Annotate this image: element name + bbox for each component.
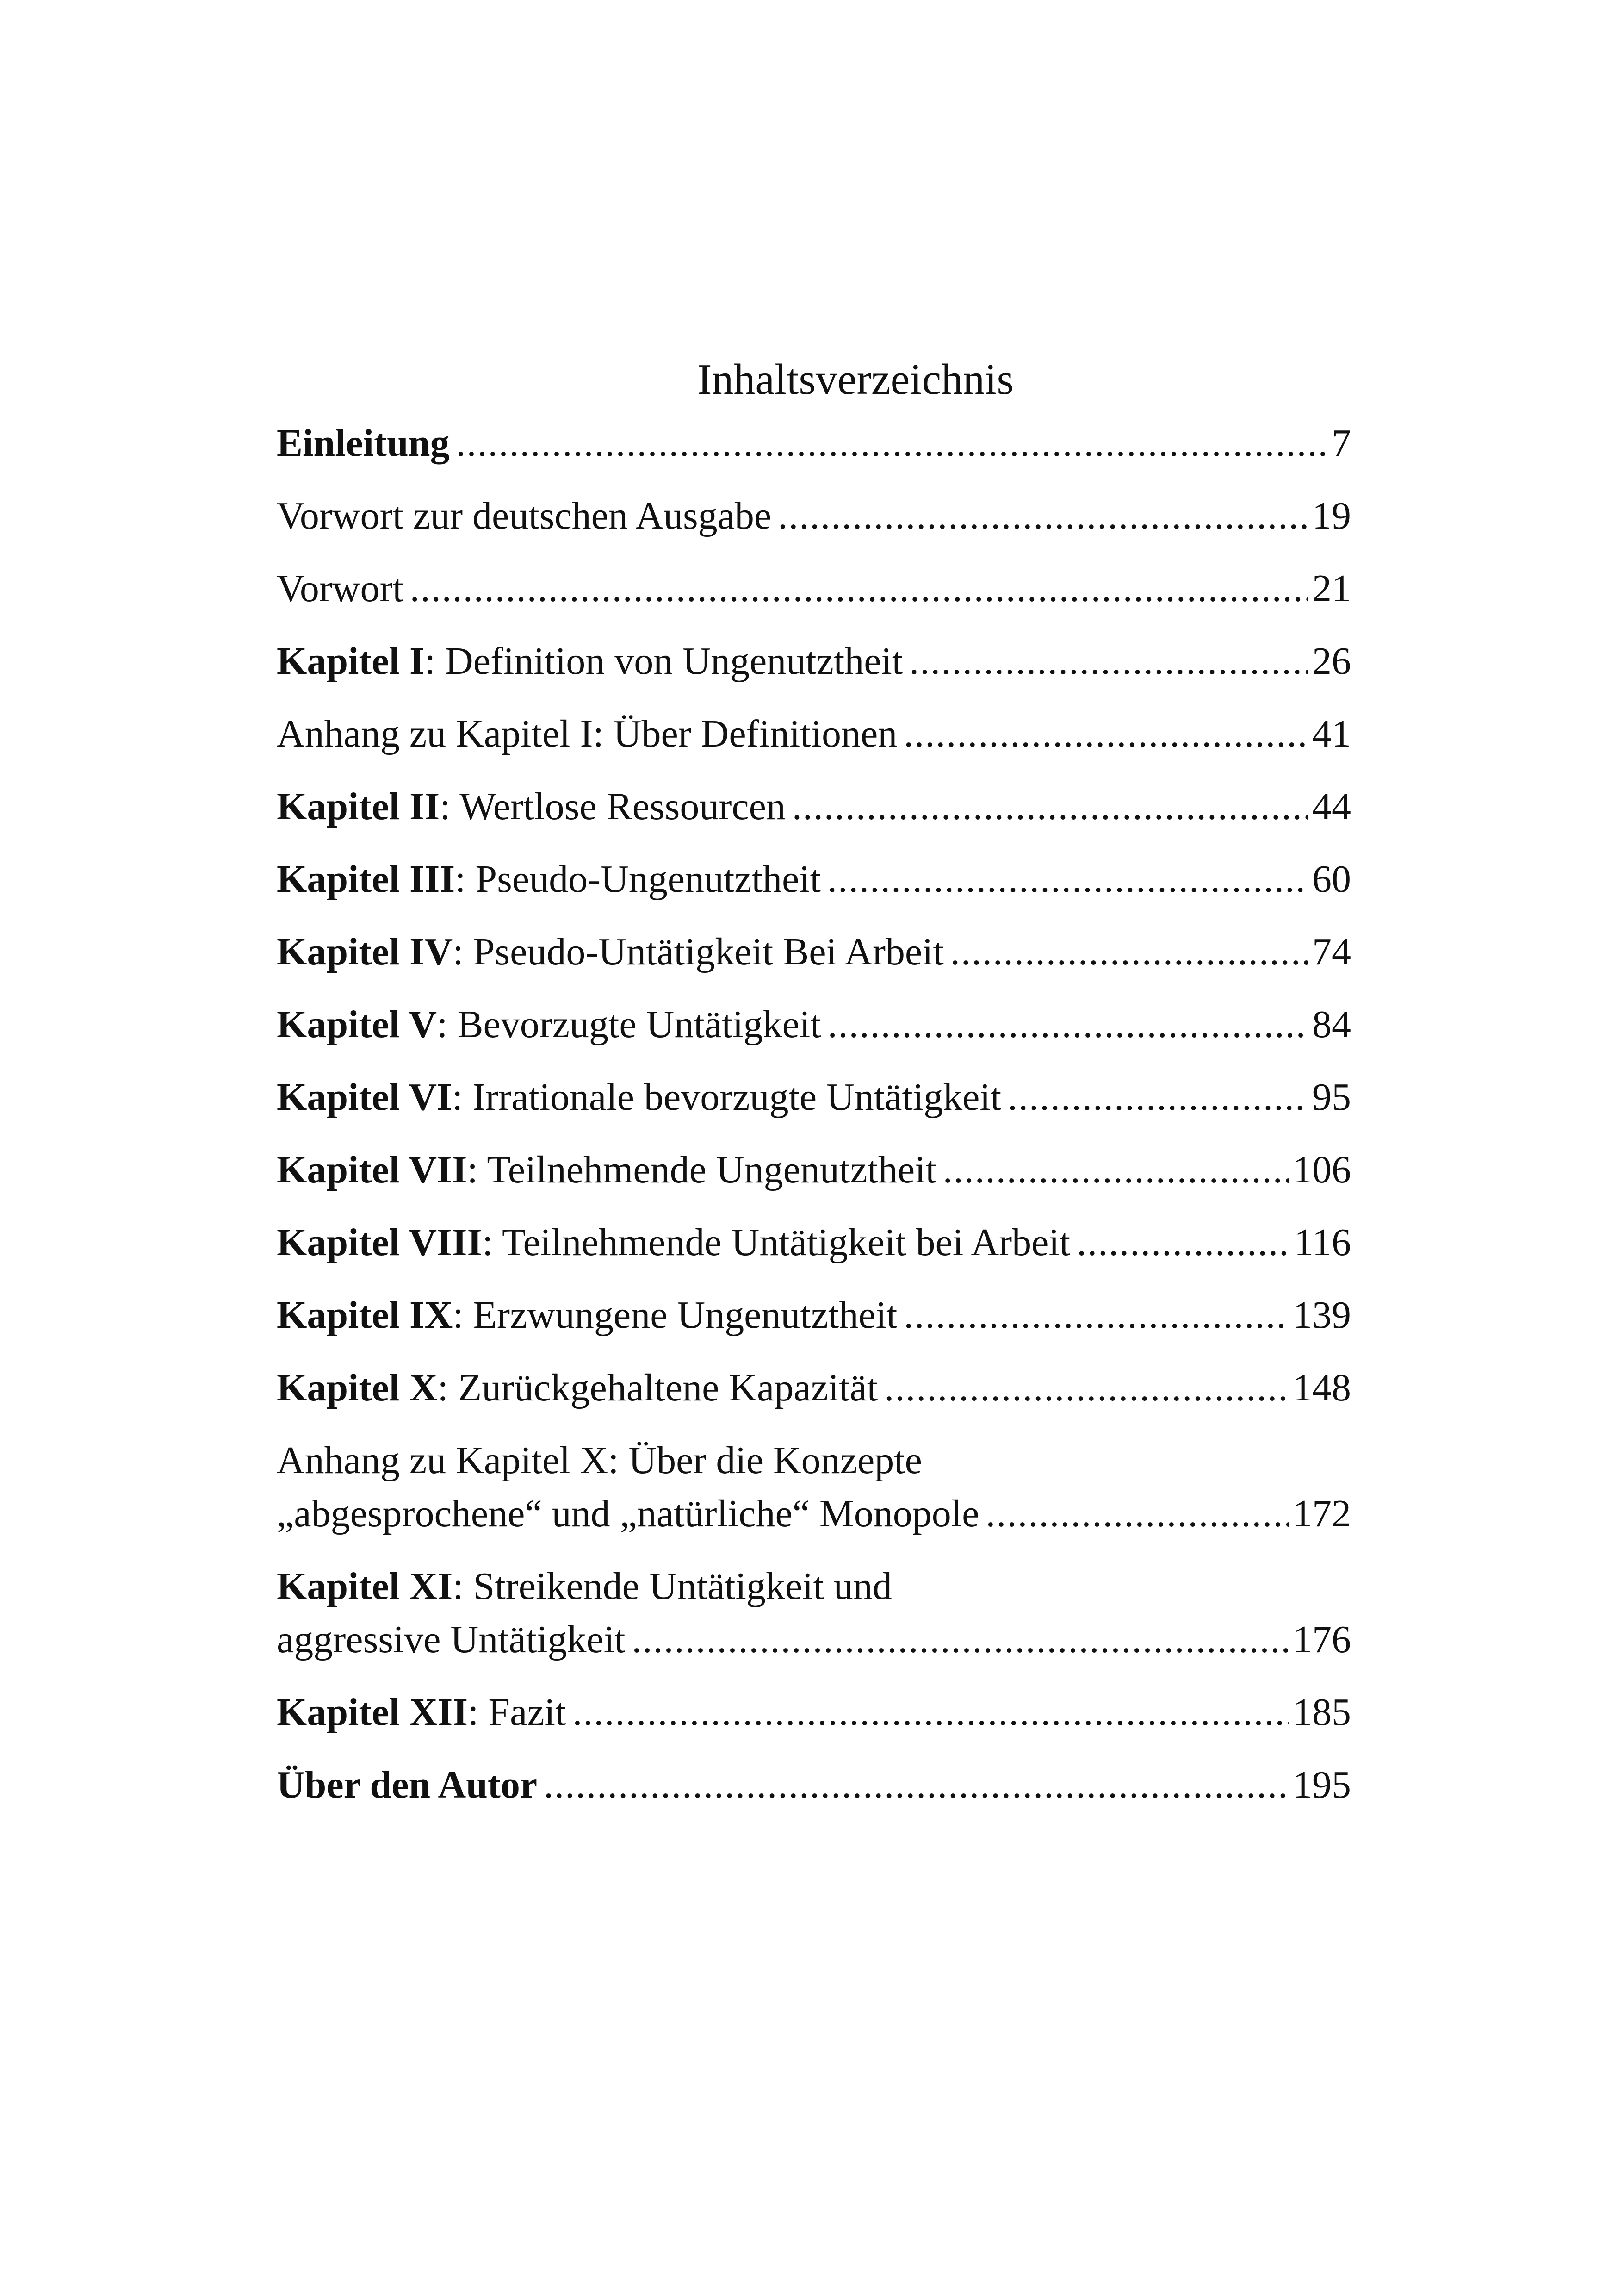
toc-entry-text [277, 1070, 1001, 1124]
toc-entry-label: : Bevorzugte Untätigkeit [437, 1003, 821, 1046]
dot-leader [572, 1686, 1289, 1739]
dot-leader [904, 1288, 1289, 1342]
toc-entry-text [277, 852, 821, 906]
dot-leader [632, 1613, 1289, 1666]
dot-leader [904, 707, 1308, 760]
dot-leader [792, 780, 1308, 833]
toc-entry-line [277, 852, 1351, 906]
toc-entry-line [277, 780, 1351, 833]
toc-entry-bold-label: Kapitel X [277, 1366, 438, 1409]
page-number: 7 [1332, 422, 1351, 465]
toc-entry [277, 1361, 1351, 1414]
toc-entry-label: Vorwort zur deutschen Ausgabe [277, 494, 772, 537]
page-number: 26 [1312, 640, 1351, 683]
toc-entry-line [277, 562, 1351, 615]
dot-leader [456, 417, 1328, 470]
page-number: 116 [1294, 1221, 1351, 1264]
page-number: 139 [1293, 1294, 1351, 1337]
toc-entry [277, 635, 1351, 688]
toc-entry-bold-label: Kapitel III [277, 858, 455, 901]
toc-entry [277, 417, 1351, 470]
toc-entry-line [277, 1288, 1351, 1342]
toc-entry [277, 1434, 1351, 1540]
toc-list [277, 417, 1351, 1811]
toc-entry-text [277, 1686, 566, 1739]
toc-entry-bold-label: Kapitel VIII [277, 1221, 483, 1264]
toc-entry [277, 998, 1351, 1051]
toc-entry-label: : Teilnehmende Ungenutztheit [467, 1148, 936, 1191]
toc-entry-text [277, 925, 944, 978]
toc-entry-bold-label: Einleitung [277, 422, 450, 465]
dot-leader [778, 489, 1308, 542]
toc-entry-bold-label: Kapitel IX [277, 1294, 453, 1337]
dot-leader [544, 1758, 1289, 1811]
toc-entry-text [277, 1143, 936, 1196]
page-number: 84 [1312, 1003, 1351, 1046]
toc-entry-text [277, 417, 449, 470]
toc-entry-first-line [277, 1434, 1351, 1487]
toc-entry-label: aggressive Untätigkeit [277, 1618, 626, 1661]
toc-entry [277, 562, 1351, 615]
toc-entry [277, 707, 1351, 760]
toc-entry-text [277, 1361, 878, 1414]
toc-entry-bold-label: Über den Autor [277, 1763, 538, 1806]
toc-entry-text [277, 1487, 979, 1540]
page-number: 21 [1312, 567, 1351, 610]
toc-entry [277, 852, 1351, 906]
toc-entry-bold-label: Kapitel V [277, 1003, 437, 1046]
toc-entry-label: : Definition von Ungenutztheit [424, 640, 903, 683]
toc-entry-label: „abgesprochene“ und „natürliche“ Monopole [277, 1492, 979, 1535]
page-number: 95 [1312, 1076, 1351, 1119]
toc-entry-line [277, 1613, 1351, 1666]
toc-entry-text [277, 1288, 897, 1342]
dot-leader [410, 562, 1308, 615]
page-number: 60 [1312, 858, 1351, 901]
toc-entry-label: : Zurückgehaltene Kapazität [437, 1366, 878, 1409]
toc-entry [277, 1560, 1351, 1666]
toc-entry-label: : Wertlose Ressourcen [440, 785, 786, 828]
page-number: 176 [1293, 1618, 1351, 1661]
page-number: 148 [1293, 1366, 1351, 1409]
toc-entry-text [277, 780, 786, 833]
toc-entry-line [277, 707, 1351, 760]
toc-entry [277, 1758, 1351, 1811]
dot-leader [986, 1487, 1289, 1540]
page-number: 41 [1312, 712, 1351, 755]
page-number: 74 [1312, 930, 1351, 973]
dot-leader [909, 635, 1308, 688]
toc-entry-label: : Streikende Untätigkeit und [453, 1565, 892, 1608]
toc-entry-label: : Pseudo-Untätigkeit Bei Arbeit [453, 930, 944, 973]
toc-entry-bold-label: Kapitel II [277, 785, 440, 828]
dot-leader [943, 1143, 1289, 1196]
dot-leader [827, 852, 1308, 906]
toc-entry-text [277, 562, 403, 615]
page-number: 195 [1293, 1763, 1351, 1806]
toc-entry-bold-label: Kapitel IV [277, 930, 453, 973]
toc-entry-text [277, 998, 821, 1051]
dot-leader [1008, 1070, 1308, 1124]
toc-entry [277, 1143, 1351, 1196]
toc-entry [277, 1070, 1351, 1124]
toc-entry-bold-label: Kapitel XII [277, 1691, 468, 1734]
toc-entry-text [277, 1758, 537, 1811]
toc-entry-line [277, 1143, 1351, 1196]
toc-entry-text [277, 707, 897, 760]
toc-entry-label: : Irrationale bevorzugte Untätigkeit [452, 1076, 1002, 1119]
toc-entry-bold-label: Kapitel I [277, 640, 425, 683]
toc-entry-label: : Erzwungene Ungenutztheit [453, 1294, 898, 1337]
toc-entry-text [277, 635, 903, 688]
dot-leader [884, 1361, 1289, 1414]
toc-entry-line [277, 1758, 1351, 1811]
toc-title: Inhaltsverzeichnis [697, 355, 1014, 404]
toc-entry-line [277, 1216, 1351, 1269]
toc-entry-label: : Pseudo-Ungenutztheit [455, 858, 821, 901]
toc-entry-bold-label: Kapitel XI [277, 1565, 453, 1608]
toc-entry-line [277, 417, 1351, 470]
dot-leader [1077, 1216, 1290, 1269]
page-number: 44 [1312, 785, 1351, 828]
toc-entry-line [277, 1686, 1351, 1739]
toc-entry-label: : Teilnehmende Untätigkeit bei Arbeit [482, 1221, 1071, 1264]
toc-entry [277, 1686, 1351, 1739]
page-number: 172 [1293, 1492, 1351, 1535]
toc-entry-line [277, 1487, 1351, 1540]
toc-entry [277, 489, 1351, 542]
toc-entry-label: : Fazit [468, 1691, 566, 1734]
toc-entry [277, 1216, 1351, 1269]
toc-entry-text [277, 1216, 1070, 1269]
toc-entry-line [277, 489, 1351, 542]
page-number: 185 [1293, 1691, 1351, 1734]
toc-entry-bold-label: Kapitel VII [277, 1148, 467, 1191]
page-number: 19 [1312, 494, 1351, 537]
toc-entry-bold-label: Kapitel VI [277, 1076, 452, 1119]
toc-entry [277, 780, 1351, 833]
toc-entry-line [277, 998, 1351, 1051]
toc-entry-text [277, 1613, 625, 1666]
table-of-contents [277, 352, 1351, 1831]
dot-leader [950, 925, 1308, 978]
toc-entry-line [277, 1361, 1351, 1414]
toc-entry-label: Vorwort [277, 567, 403, 610]
toc-entry-line [277, 635, 1351, 688]
page-number: 106 [1293, 1148, 1351, 1191]
toc-entry [277, 1288, 1351, 1342]
toc-entry [277, 925, 1351, 978]
toc-entry-label: Anhang zu Kapitel I: Über Definitionen [277, 712, 898, 755]
toc-entry-text [277, 489, 771, 542]
toc-entry-first-line [277, 1560, 1351, 1613]
dot-leader [828, 998, 1308, 1051]
toc-entry-line [277, 925, 1351, 978]
toc-entry-line [277, 1070, 1351, 1124]
toc-entry-label: Anhang zu Kapitel X: Über die Konzepte [277, 1439, 922, 1482]
